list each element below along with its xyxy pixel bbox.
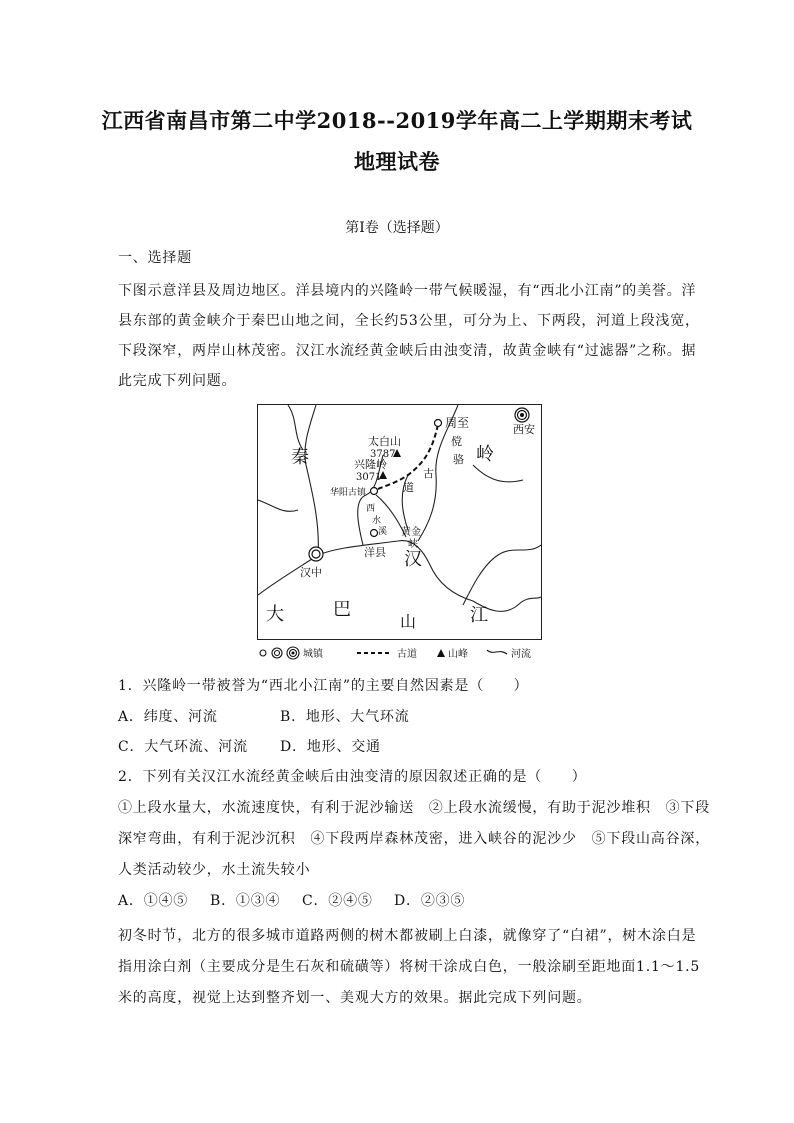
- label-taibaishan: 太白山: [368, 435, 401, 448]
- label-huangjin: 黄金: [401, 527, 421, 538]
- label-hanzhong: 汉中: [300, 566, 322, 579]
- label-xinglongling: 兴隆岭: [354, 458, 387, 471]
- legend-road-label: 古道: [397, 649, 417, 660]
- q2-option-c: C．②④⑤: [302, 893, 373, 909]
- river-tributary: [463, 545, 541, 605]
- q2-statement-line: ①上段水量大，水流速度快，有利于泥沙输送 ②上段水流缓慢，有助于泥沙堆积 ③下段: [118, 800, 710, 816]
- label-taibaishan-elev: 3787: [370, 449, 396, 460]
- label-xishui-3: 溪: [378, 527, 388, 537]
- river-tributary: [288, 405, 303, 450]
- q2-option-a: A．①④⑤: [118, 893, 189, 909]
- intro-line: 下图示意洋县及周边地区。洋县境内的兴隆岭一带气候暖湿，有“西北小江南”的美誉。洋: [118, 283, 697, 299]
- intro-line: 下段深窄，两岸山林茂密。汉江水流经黄金峡后由浊变清，故黄金峡有“过滤器”之称。据: [118, 343, 697, 359]
- intro-line: 县东部的黄金峡介于秦巴山地之间，全长约53公里，可分为上、下两段，河道上段浅宽，: [118, 313, 700, 329]
- label-jiang: 江: [470, 605, 488, 626]
- label-huayang: 华阳古镇: [330, 488, 367, 498]
- legend-peak-label: 山峰: [448, 649, 468, 660]
- legend-town-icon: [260, 650, 266, 656]
- river-tributary: [258, 500, 298, 511]
- label-da: 大: [266, 604, 284, 625]
- part-heading: 一、选择题: [118, 250, 192, 266]
- region-map: [257, 404, 542, 640]
- q2-statement-line: 人类活动较少，水土流失较小: [118, 862, 311, 878]
- q2-statement-line: 深窄弯曲，有利于泥沙沉积 ④下段两岸森林茂密，进入峡谷的泥沙少 ⑤下段山高谷深，: [118, 831, 710, 847]
- label-shan: 山: [400, 612, 417, 631]
- q1-option-a: A．纬度、河流: [118, 709, 218, 725]
- river-tributary: [305, 405, 318, 555]
- label-xishui-1: 西: [366, 504, 376, 514]
- label-zhouzhi: 周至: [445, 416, 470, 430]
- label-xinglongling-elev: 3071: [356, 472, 382, 483]
- town-zhouzhi-marker: [435, 420, 442, 427]
- label-yangxian: 洋县: [364, 546, 386, 559]
- label-xia: 峡: [408, 539, 418, 550]
- label-xishui-2: 水: [372, 516, 382, 526]
- exam-title: 江西省南昌市第二中学2018--2019学年高二上学期期末考试: [101, 108, 693, 133]
- q1-option-c: C．大气环流、河流: [118, 739, 248, 755]
- label-han: 汉: [404, 549, 422, 570]
- legend-river-icon: [487, 650, 507, 654]
- label-xian: 西安: [513, 423, 535, 436]
- q1-option-d: D．地形、交通: [280, 739, 381, 755]
- section-label: 第Ⅰ卷（选择题）: [345, 220, 449, 236]
- legend-town-label: 城镇: [303, 649, 323, 660]
- legend-peak-icon: [437, 649, 445, 657]
- town-yangxian-marker: [371, 530, 378, 537]
- river-tributary: [473, 465, 523, 482]
- passage2-line: 初冬时节，北方的很多城市道路两侧的树木都被刷上白漆，就像穿了“白裙”，树木涂白是: [118, 928, 697, 944]
- passage2-line: 米的高度，视觉上达到整齐划一、美观大方的效果。据此完成下列问题。: [118, 990, 592, 1006]
- intro-line: 此完成下列问题。: [118, 373, 237, 389]
- map-drawing: [258, 405, 541, 639]
- label-dao: 道: [403, 481, 414, 494]
- q2-option-b: B．①③④: [210, 893, 281, 909]
- label-qin: 秦: [291, 447, 309, 468]
- label-gu: 古: [423, 467, 434, 480]
- exam-subtitle: 地理试卷: [354, 149, 440, 174]
- town-huayang-marker: [371, 488, 378, 495]
- q2-option-d: D．②③⑤: [394, 893, 466, 909]
- label-tang: 傥: [451, 435, 462, 448]
- label-ling: 岭: [476, 444, 494, 465]
- q1-option-b: B．地形、大气环流: [280, 709, 410, 725]
- q2-stem: 2．下列有关汉江水流经黄金峡后由浊变清的原因叙述正确的是（ ）: [118, 769, 587, 785]
- q1-stem: 1．兴隆岭一带被誉为“西北小江南”的主要自然因素是（ ）: [118, 678, 529, 694]
- label-luo: 骆: [453, 453, 464, 466]
- passage2-line: 指用涂白剂（主要成分是生石灰和硫磺等）将树干涂成白色，一般涂刷至距地面1.1～1.5: [118, 959, 701, 975]
- legend-river-label: 河流: [511, 649, 531, 660]
- label-ba: 巴: [333, 599, 351, 620]
- map-legend: [257, 644, 557, 662]
